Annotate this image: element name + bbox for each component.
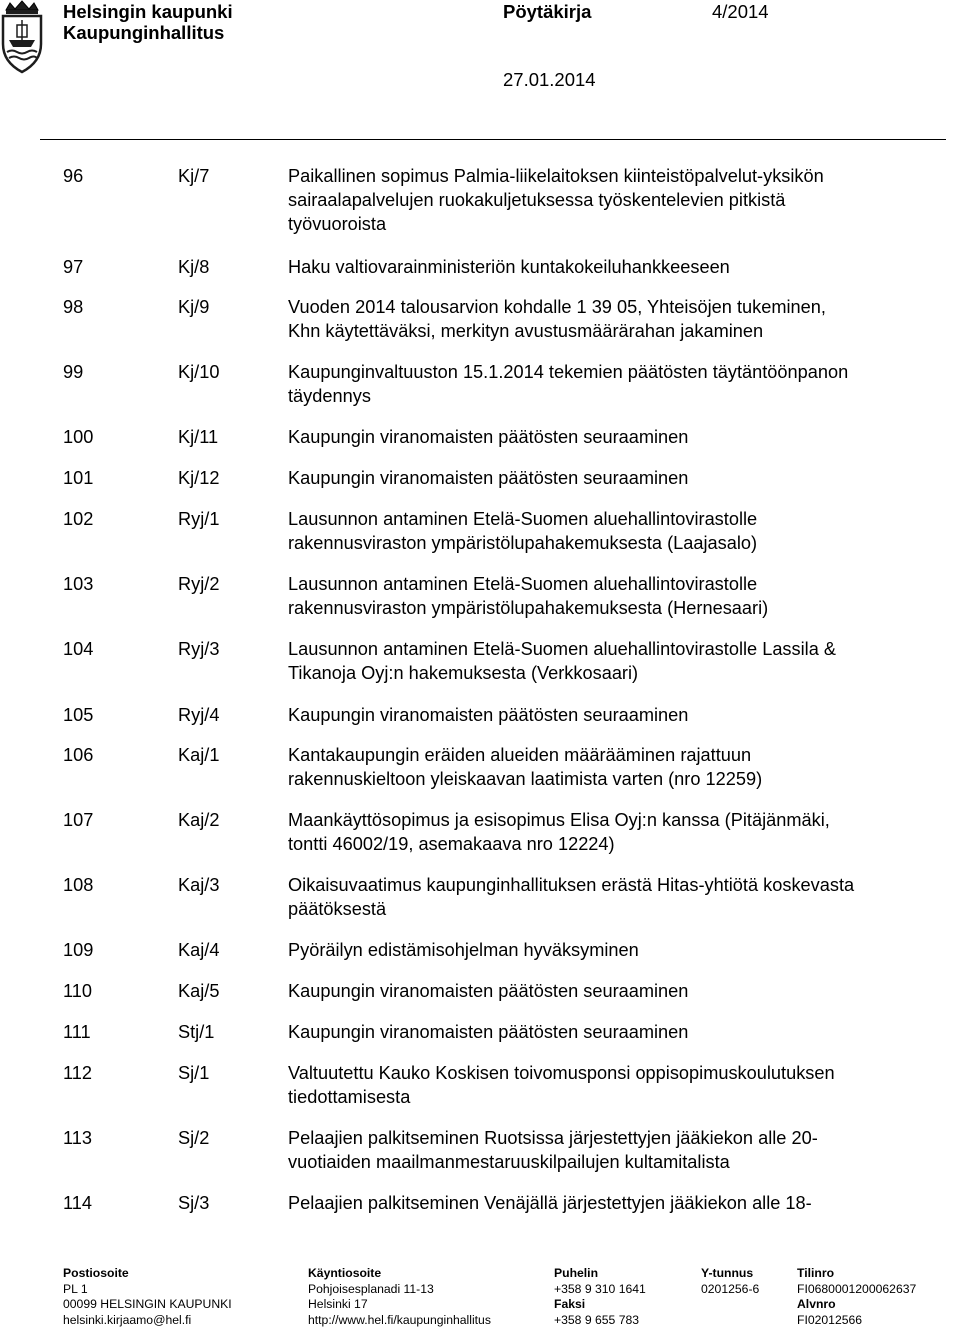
item-code: Kaj/2 xyxy=(178,810,220,830)
footer-business-id: Y-tunnus 0201256-6 xyxy=(701,1266,760,1296)
item-number: 107 xyxy=(63,810,94,830)
item-title: Pelaajien palkitseminen Venäjällä järjestettyjen jääkiekon alle 18- xyxy=(288,1193,812,1213)
item-code: Kj/7 xyxy=(178,166,210,186)
item-code: Kaj/3 xyxy=(178,875,220,895)
item-number: 106 xyxy=(63,745,94,765)
item-code: Kj/8 xyxy=(178,257,210,277)
document-type: Pöytäkirja xyxy=(503,1,592,22)
item-title: Pyöräilyn edistämisohjelman hyväksyminen xyxy=(288,940,639,960)
item-code: Kj/12 xyxy=(178,468,220,488)
organization-name: Helsingin kaupunki xyxy=(63,1,233,22)
department-name: Kaupunginhallitus xyxy=(63,22,225,43)
meeting-date: 27.01.2014 xyxy=(503,69,596,90)
item-number: 111 xyxy=(63,1022,91,1042)
item-number: 112 xyxy=(63,1063,92,1083)
item-title: Vuoden 2014 talousarvion kohdalle 1 39 05, Yhteisöjen tukeminen, Khn käytettäväksi, merkityn avustusmäärärahan jakaminen xyxy=(288,297,826,341)
item-number: 97 xyxy=(63,257,84,277)
item-title: Kaupungin viranomaisten päätösten seuraaminen xyxy=(288,468,689,488)
item-code: Kj/10 xyxy=(178,362,220,382)
item-code: Sj/3 xyxy=(178,1193,210,1213)
item-title: Paikallinen sopimus Palmia-liikelaitoksen kiinteistöpalvelut-yksikön sairaalapalvelujen ruokakuljetuksessa työskentelevien pitkistä työvuoroista xyxy=(288,166,824,234)
item-number: 109 xyxy=(63,940,94,960)
item-code: Stj/1 xyxy=(178,1022,215,1042)
item-number: 114 xyxy=(63,1193,92,1213)
item-code: Kaj/4 xyxy=(178,940,220,960)
item-title: Valtuutettu Kauko Koskisen toivomusponsi oppisopimuskoulutuksen tiedottamisesta xyxy=(288,1063,835,1107)
item-title: Maankäyttösopimus ja esisopimus Elisa Oyj:n kanssa (Pitäjänmäki, tontti 46002/19, asemakaava nro 12224) xyxy=(288,810,830,854)
item-title: Kaupungin viranomaisten päätösten seuraaminen xyxy=(288,427,689,447)
item-code: Ryj/3 xyxy=(178,639,220,659)
item-code: Ryj/4 xyxy=(178,705,220,725)
item-title: Kaupungin viranomaisten päätösten seuraaminen xyxy=(288,981,689,1001)
footer-visiting-address: Käyntiosoite Pohjoisesplanadi 11-13 Helsinki 17 http://www.hel.fi/kaupunginhallitus xyxy=(308,1266,491,1327)
item-number: 103 xyxy=(63,574,94,594)
item-title: Kaupungin viranomaisten päätösten seuraaminen xyxy=(288,1022,689,1042)
item-title: Lausunnon antaminen Etelä-Suomen aluehallintovirastolle rakennusviraston ympäristölupahakemuksesta (Laajasalo) xyxy=(288,509,758,553)
item-code: Kaj/5 xyxy=(178,981,220,1001)
item-code: Sj/1 xyxy=(178,1063,210,1083)
footer-postal-address: Postiosoite PL 1 00099 HELSINGIN KAUPUNKI helsinki.kirjaamo@hel.fi xyxy=(63,1266,232,1327)
item-number: 108 xyxy=(63,875,94,895)
email-link[interactable]: helsinki.kirjaamo@hel.fi xyxy=(63,1312,192,1327)
item-code: Kj/9 xyxy=(178,297,210,317)
item-number: 105 xyxy=(63,705,94,725)
item-title: Haku valtiovarainministeriön kuntakokeiluhankkeeseen xyxy=(288,257,730,277)
item-number: 100 xyxy=(63,427,94,447)
item-number: 113 xyxy=(63,1128,92,1148)
page-number: 4/2014 xyxy=(712,1,769,22)
item-number: 99 xyxy=(63,362,84,382)
item-number: 110 xyxy=(63,981,92,1001)
item-title: Kaupungin viranomaisten päätösten seuraaminen xyxy=(288,705,689,725)
item-number: 96 xyxy=(63,166,84,186)
item-number: 104 xyxy=(63,639,94,659)
item-number: 101 xyxy=(63,468,94,488)
website-link[interactable]: http://www.hel.fi/kaupunginhallitus xyxy=(308,1312,491,1327)
footer-account: Tilinro FI0680001200062637 Alvnro FI02012566 xyxy=(797,1266,917,1327)
item-code: Ryj/1 xyxy=(178,509,220,529)
item-title: Pelaajien palkitseminen Ruotsissa järjestettyjen jääkiekon alle 20- vuotiaiden maailmanmestaruuskilpailujen kultamitalista xyxy=(288,1128,818,1172)
item-title: Lausunnon antaminen Etelä-Suomen aluehallintovirastolle rakennusviraston ympäristölupahakemuksesta (Hernesaari) xyxy=(288,574,769,618)
item-code: Sj/2 xyxy=(178,1128,210,1148)
header-divider xyxy=(40,139,946,140)
footer-phone: Puhelin +358 9 310 1641 Faksi +358 9 655 783 xyxy=(554,1266,646,1327)
helsinki-crest-icon xyxy=(0,0,44,76)
item-code: Ryj/2 xyxy=(178,574,220,594)
item-code: Kj/11 xyxy=(178,427,219,447)
item-number: 98 xyxy=(63,297,84,317)
item-title: Lausunnon antaminen Etelä-Suomen aluehallintovirastolle Lassila & Tikanoja Oyj:n hakemuksesta (Verkkosaari) xyxy=(288,639,836,683)
item-number: 102 xyxy=(63,509,94,529)
item-title: Kantakaupungin eräiden alueiden määrääminen rajattuun rakennuskieltoon yleiskaavan laatimista varten (nro 12259) xyxy=(288,745,763,789)
item-title: Oikaisuvaatimus kaupunginhallituksen erästä Hitas-yhtiötä koskevasta päätöksestä xyxy=(288,875,855,919)
item-title: Kaupunginvaltuuston 15.1.2014 tekemien päätösten täytäntöönpanon täydennys xyxy=(288,362,849,406)
item-code: Kaj/1 xyxy=(178,745,220,765)
